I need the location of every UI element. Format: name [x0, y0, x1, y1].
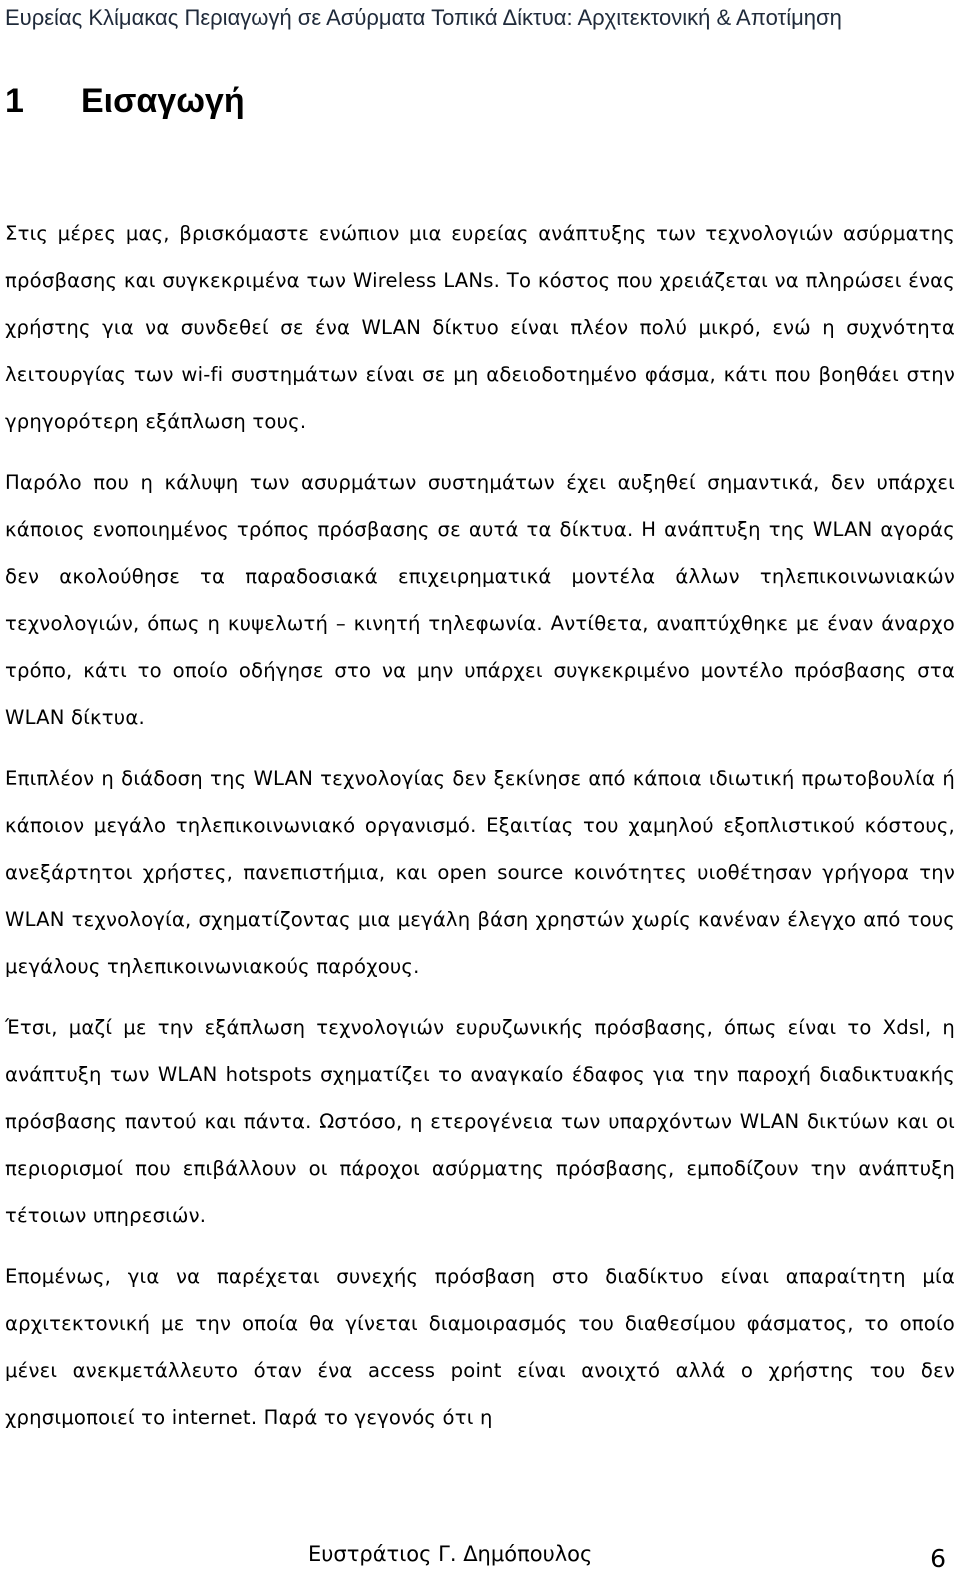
running-header: Ευρείας Κλίμακας Περιαγωγή σε Ασύρματα Τοπικά Δίκτυα: Αρχιτεκτονική & Αποτίμηση [5, 5, 842, 30]
paragraph: Παρόλο που η κάλυψη των ασυρμάτων συστημάτων έχει αυξηθεί σημαντικά, δεν υπάρχει κάποιος ενοποιημένος τρόπος πρόσβασης σε αυτά τα δίκτυα. Η ανάπτυξη της WLAN αγοράς δεν ακολούθησε τα παραδοσιακά επιχειρηματικά μοντέλα άλλων τηλεπικοινωνιακών τεχνολογιών, όπως η κυψελωτή – κινητή τηλεφωνία. Αντίθετα, αναπτύχθηκε με έναν άναρχο τρόπο, κάτι το οποίο οδήγησε στο να μην υπάρχει συγκεκριμένο μοντέλο πρόσβασης στα WLAN δίκτυα. [5, 471, 955, 729]
footer-author: Ευστράτιος Γ. Δημόπουλος [308, 1542, 593, 1566]
page-footer [0, 1538, 960, 1578]
paragraph: Επιπλέον η διάδοση της WLAN τεχνολογίας δεν ξεκίνησε από κάποια ιδιωτική πρωτοβουλία ή κάποιον μεγάλο τηλεπικοινωνιακό οργανισμό. Εξαιτίας του χαμηλού εξοπλιστικού κόστους, ανεξάρτητοι χρήστες, πανεπιστήμια, και open source κοινότητες υιοθέτησαν γρήγορα την WLAN τεχνολογία, σχηματίζοντας μια μεγάλη βάση χρηστών χωρίς κανέναν έλεγχο από τους μεγάλους τηλεπικοινωνιακούς παρόχους. [5, 767, 955, 978]
paragraph: Έτσι, μαζί με την εξάπλωση τεχνολογιών ευρυζωνικής πρόσβασης, όπως είναι το Xdsl, η ανάπτυξη των WLAN hotspots σχηματίζει το αναγκαίο έδαφος για την παροχή διαδικτυακής πρόσβασης παντού και πάντα. Ωστόσο, η ετερογένεια των υπαρχόντων WLAN δικτύων και οι περιορισμοί που επιβάλλουν οι πάροχοι ασύρματης πρόσβασης, εμποδίζουν την ανάπτυξη τέτοιων υπηρεσιών. [5, 1016, 955, 1227]
page-number: 6 [930, 1544, 946, 1573]
section-title: Εισαγωγή [81, 82, 245, 120]
paragraph: Στις μέρες μας, βρισκόμαστε ενώπιον μια ευρείας ανάπτυξης των τεχνολογιών ασύρματης πρόσβασης και συγκεκριμένα των Wireless LANs. Το κόστος που χρειάζεται να πληρώσει ένας χρήστης για να συνδεθεί σε ένα WLAN δίκτυο είναι πλέον πολύ μικρό, ενώ η συχνότητα λειτουργίας των wi-fi συστημάτων είναι σε μη αδειοδοτημένο φάσμα, κάτι που βοηθάει στην γρηγορότερη εξάπλωση τους. [5, 222, 955, 433]
section-heading [5, 76, 245, 126]
body-text [5, 210, 955, 1455]
section-number: 1 [5, 82, 24, 120]
paragraph: Επομένως, για να παρέχεται συνεχής πρόσβαση στο διαδίκτυο είναι απαραίτητη μία αρχιτεκτονική με την οποία θα γίνεται διαμοιρασμός του διαθεσίμου φάσματος, το οποίο μένει ανεκμετάλλευτο όταν ένα access point είναι ανοιχτό αλλά ο χρήστης του δεν χρησιμοποιεί το internet. Παρά το γεγονός ότι η [5, 1265, 955, 1429]
